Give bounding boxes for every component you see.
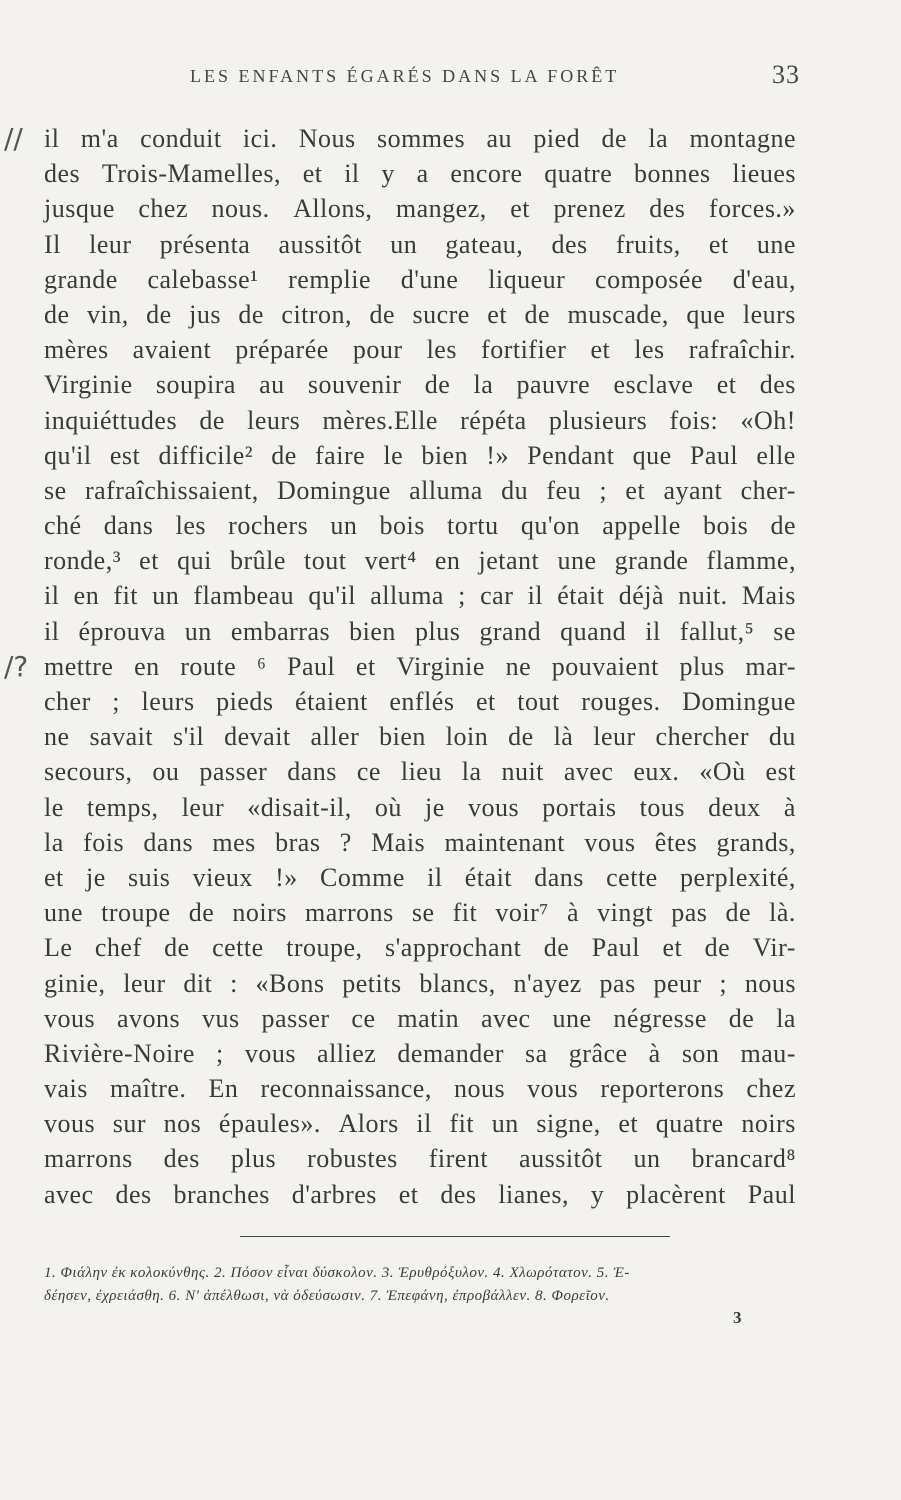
chapter-title: LES ENFANTS ÉGARÉS DANS LA FORÊT (190, 66, 620, 86)
running-header (190, 60, 800, 89)
text-line: jusque chez nous. Allons, mangez, et prenez des forces.» (44, 194, 796, 224)
text-line: il éprouva un embarras bien plus grand quand il fallut,⁵ se (44, 616, 796, 646)
text-line: avec des branches d'arbres et des lianes, y placèrent Paul (44, 1179, 796, 1209)
text-line: ne savait s'il devait aller bien loin de là leur chercher du (44, 722, 796, 752)
text-line: Rivière-Noire ; vous alliez demander sa grâce à son mau- (44, 1038, 796, 1068)
margin-mark-2: /? (4, 650, 29, 683)
text-line: la fois dans mes bras ? Mais maintenant vous êtes grands, (44, 827, 796, 857)
text-line: se rafraîchissaient, Domingue alluma du feu ; et ayant cher- (44, 475, 796, 505)
text-line: secours, ou passer dans ce lieu la nuit avec eux. «Où est (44, 757, 796, 787)
text-line: vous avons vus passer ce matin avec une négresse de la (44, 1003, 796, 1033)
text-line: et je suis vieux !» Comme il était dans cette perplexité, (44, 862, 796, 892)
text-line: mères avaient préparée pour les fortifier et les rafraîchir. (44, 335, 796, 365)
margin-mark-1: // (4, 122, 23, 155)
page-number: 33 (772, 60, 800, 89)
text-line: Il leur présenta aussitôt un gateau, des fruits, et une (44, 229, 796, 259)
text-line: Le chef de cette troupe, s'approchant de Paul et de Vir- (44, 933, 796, 963)
footnotes (44, 1262, 796, 1308)
signature-mark: 3 (733, 1308, 742, 1327)
text-line: Virginie soupira au souvenir de la pauvre esclave et des (44, 370, 796, 400)
footnote-line-1: 1. Φιάλην ἐκ κολοκύνθης. 2. Πόσον εἶναι δύσκολον. 3. Ἐρυθρόξυλον. 4. Χλωρότατον. 5. Ἐ- (44, 1265, 630, 1281)
footnote-line-2: δέησεν, ἐχρειάσθη. 6. Ν' ἀπέλθωσι, νὰ ὁδεύσωσιν. 7. Ἐπεφάνη, ἐπροβάλλεν. 8. Φορεῖον. (44, 1288, 610, 1304)
text-line: des Trois-Mamelles, et il y a encore quatre bonnes lieues (44, 159, 796, 189)
text-line: qu'il est difficile² de faire le bien !» Pendant que Paul elle (44, 440, 796, 470)
text-line: vais maître. En reconnaissance, nous vous reporterons chez (44, 1074, 796, 1104)
text-line: de vin, de jus de citron, de sucre et de muscade, que leurs (44, 299, 796, 329)
text-line: il en fit un flambeau qu'il alluma ; car il était déjà nuit. Mais (44, 581, 796, 611)
text-line: ronde,³ et qui brûle tout vert⁴ en jetant une grande flamme, (44, 546, 796, 576)
text-line: une troupe de noirs marrons se fit voir⁷ à vingt pas de là. (44, 898, 796, 928)
text-line: cher ; leurs pieds étaient enflés et tout rouges. Domingue (44, 687, 796, 716)
footnote-rule (240, 1236, 670, 1237)
text-line: ché dans les rochers un bois tortu qu'on appelle bois de (44, 511, 796, 541)
text-line: grande calebasse¹ remplie d'une liqueur composée d'eau, (44, 264, 796, 294)
text-line: ginie, leur dit : «Bons petits blancs, n'ayez pas peur ; nous (44, 968, 796, 998)
text-line: il m'a conduit ici. Nous sommes au pied de la montagne (44, 124, 796, 153)
text-line: le temps, leur «disait-il, où je vous portais tous deux à (44, 792, 796, 822)
text-line: vous sur nos épaules». Alors il fit un signe, et quatre noirs (44, 1109, 796, 1139)
text-line: mettre en route ⁶ Paul et Virginie ne pouvaient plus mar- (44, 651, 796, 681)
text-line: inquiéttudes de leurs mères.Elle répéta plusieurs fois: «Oh! (44, 405, 796, 435)
text-line: marrons des plus robustes firent aussitôt un brancard⁸ (44, 1144, 796, 1174)
body-text (44, 121, 796, 1212)
